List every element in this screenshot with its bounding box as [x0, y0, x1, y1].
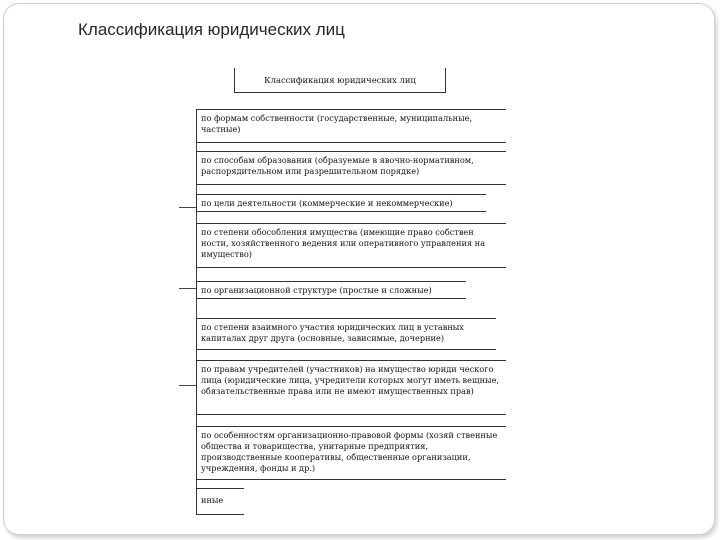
classification-item-property-separation: по степени обособления имущества (имеющие право собствен ности, хозяйственного ведения или оперативного управления на имущество) [196, 223, 506, 268]
connector-line [179, 207, 197, 208]
classification-item-structure: по организационной структуре (простые и сложные) [196, 281, 466, 299]
diagram-root-box: Классификация юридических лиц [234, 68, 446, 93]
classification-item-other: иные [196, 488, 244, 515]
connector-line [179, 385, 197, 386]
classification-item-legal-form: по особенностям организационно-правовой формы (хозяй ственные общества и товарищества, унитарные предприятия, производственные кооперативы, общественные организации, учреждения, фонды и др.) [196, 426, 506, 480]
classification-item-founders-rights: по правам учредителей (участников) на имущество юриди ческого лица (юридические лица, учредители которых могут иметь вещные, обязательственные права или не имеют имущественных прав) [196, 360, 506, 415]
classification-item-mutual-participation: по степени взаимного участия юридических лиц в уставных капиталах друг друга (основные, зависимые, дочерние) [196, 318, 496, 350]
classification-item-formation: по способам образования (образуемые в явочно-нормативном, распорядительном или разрешительном порядке) [196, 151, 506, 185]
slide-title: Классификация юридических лиц [78, 20, 345, 39]
connector-line [179, 288, 197, 289]
classification-item-purpose: по цели деятельности (коммерческие и некоммерческие) [196, 194, 486, 212]
classification-item-ownership: по формам собственности (государственные, муниципальные, частные) [196, 109, 506, 143]
